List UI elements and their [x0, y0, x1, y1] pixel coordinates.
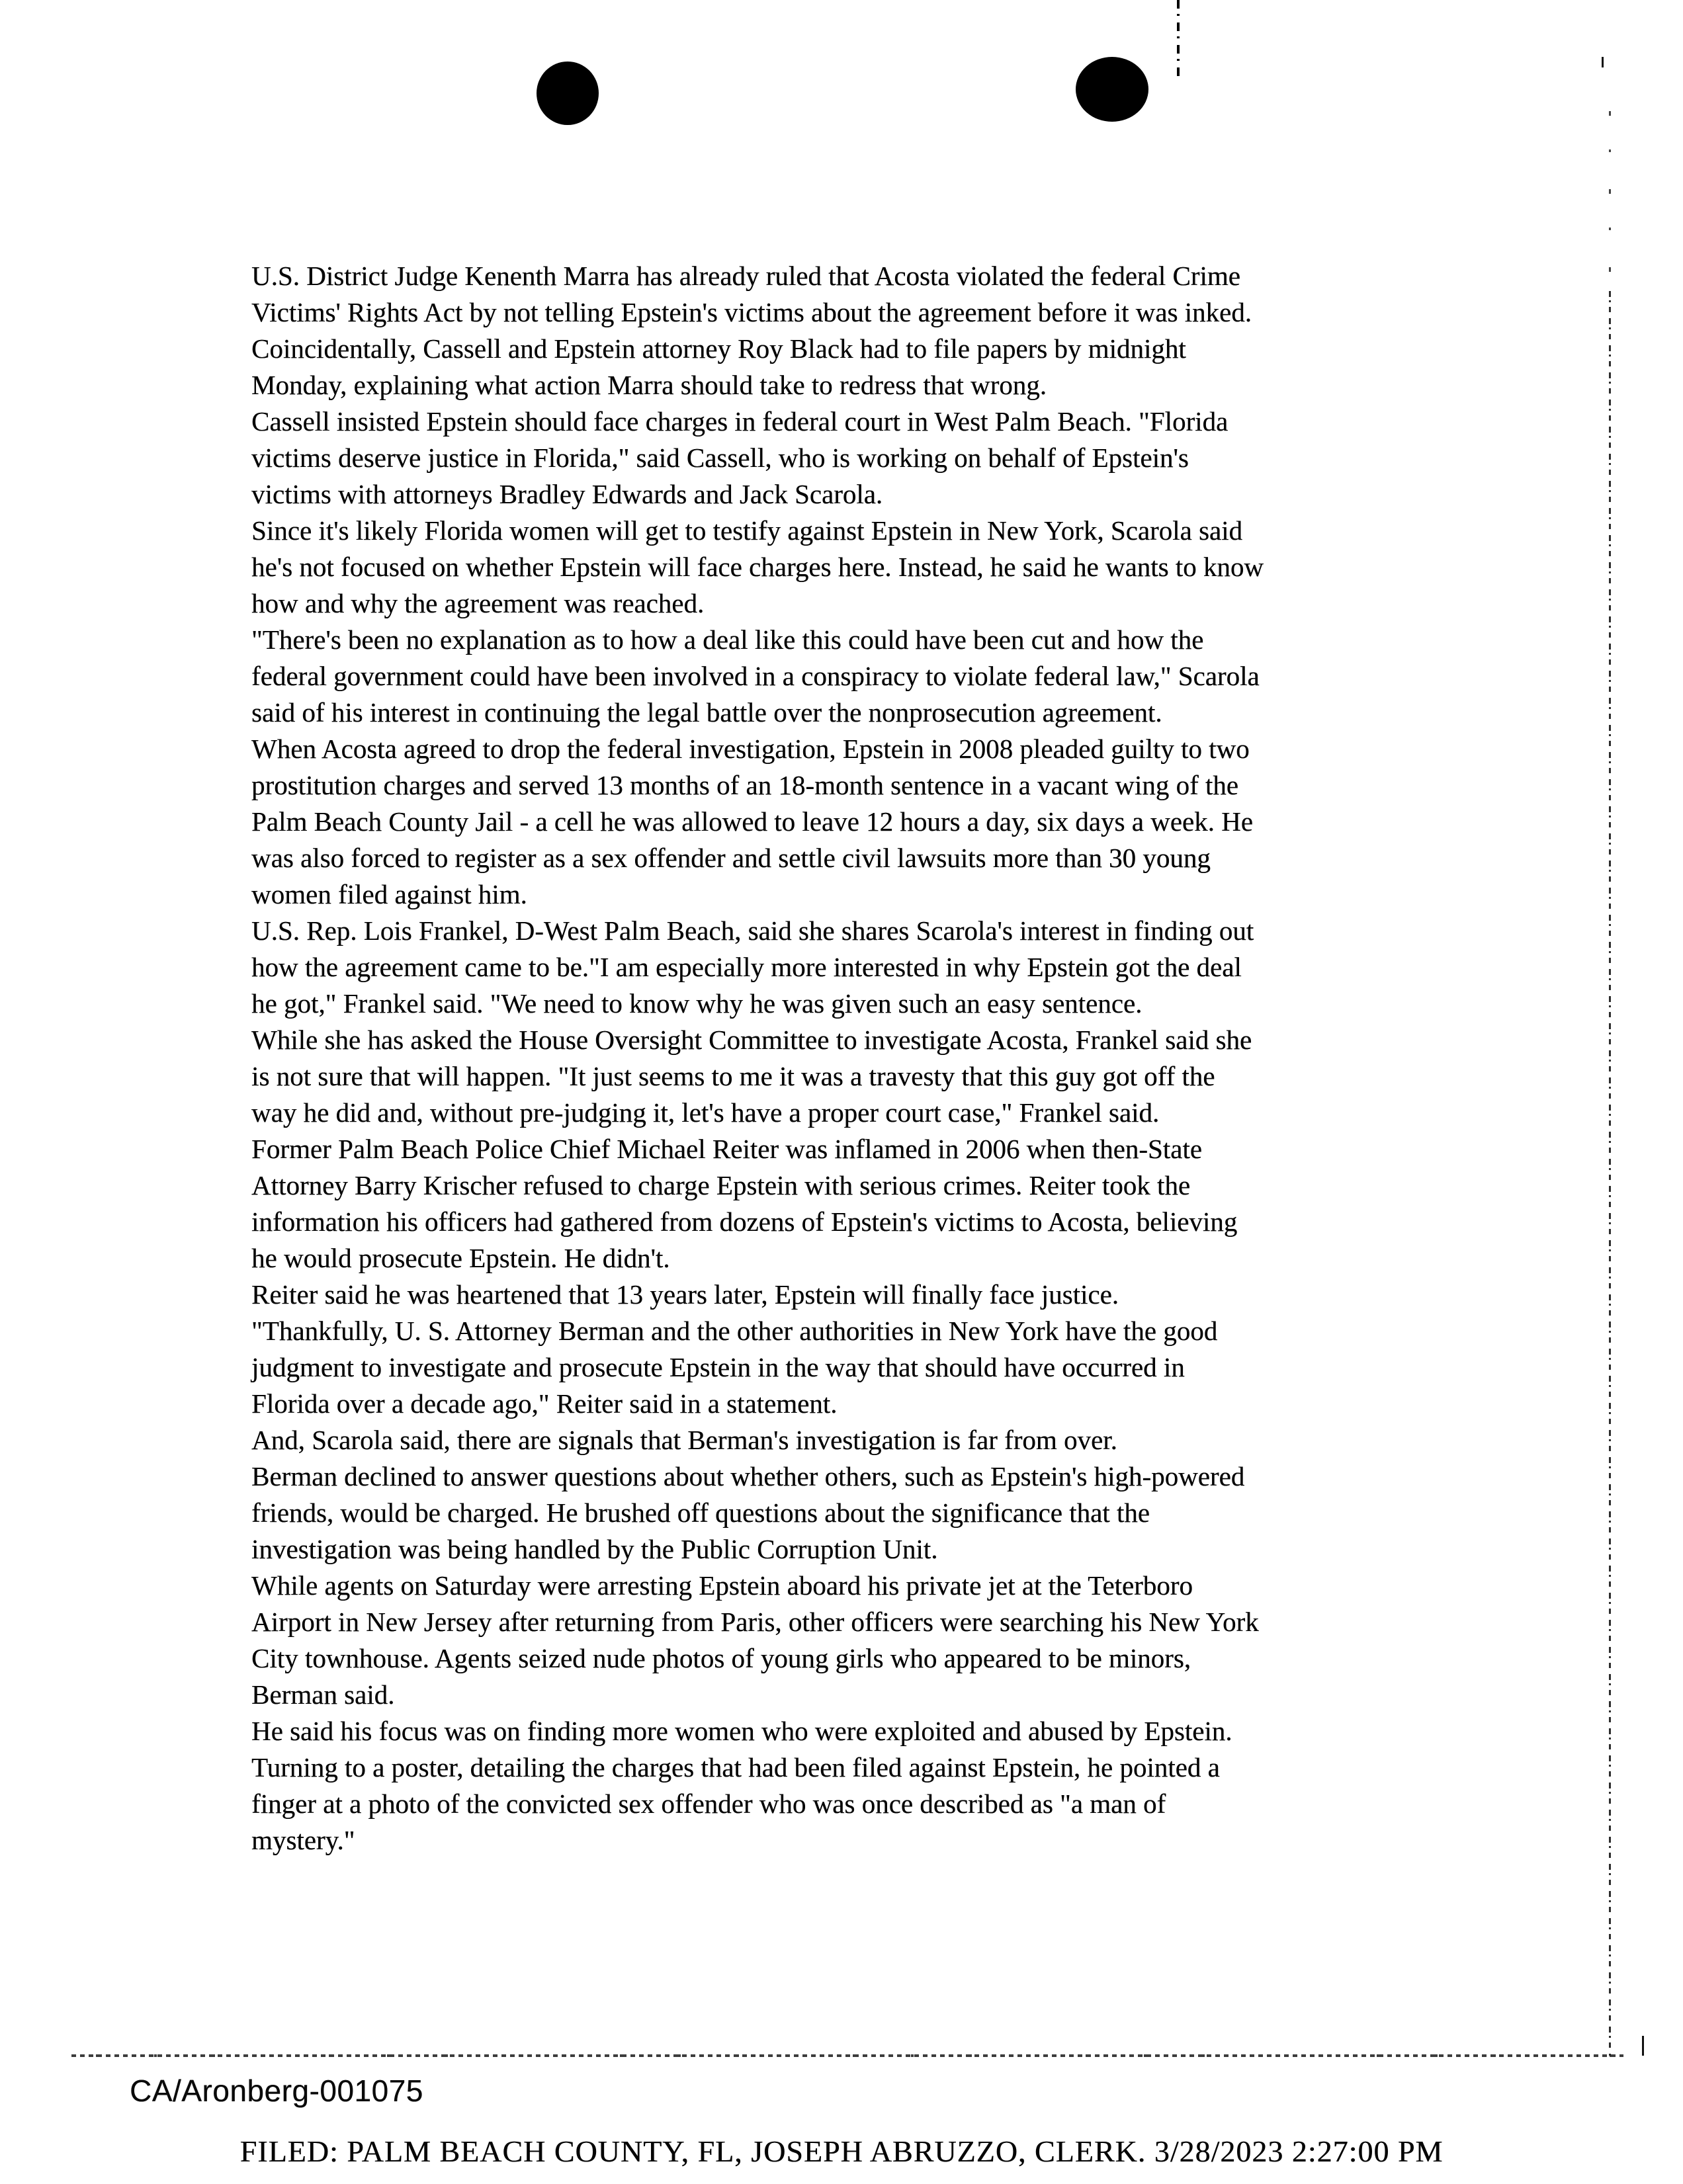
text-line: friends, would be charged. He brushed off questions about the significance that the [251, 1497, 1150, 1528]
text-line: how and why the agreement was reached. [251, 588, 705, 618]
text-line: Victims' Rights Act by not telling Epstein's victims about the agreement before it was inked. [251, 297, 1252, 327]
text-line: federal government could have been involved in a conspiracy to violate federal law," Scarola [251, 661, 1260, 691]
text-line: Turning to a poster, detailing the charges that had been filed against Epstein, he pointed a [251, 1752, 1220, 1783]
bates-number: CA/Aronberg-001075 [130, 2074, 423, 2108]
scan-artifact-vertical-noise-icon [1609, 291, 1611, 2056]
text-line: he got," Frankel said. "We need to know why he was given such an easy sentence. [251, 988, 1143, 1019]
text-line: "There's been no explanation as to how a deal like this could have been cut and how the [251, 624, 1204, 655]
text-line: Palm Beach County Jail - a cell he was allowed to leave 12 hours a day, six days a week. He [251, 806, 1253, 837]
text-line: City townhouse. Agents seized nude photos of young girls who appeared to be minors, [251, 1643, 1191, 1673]
text-line: Monday, explaining what action Marra should take to redress that wrong. [251, 370, 1047, 400]
text-line: And, Scarola said, there are signals that Berman's investigation is far from over. [251, 1425, 1117, 1455]
scan-artifact-vertical-noise-icon [1609, 111, 1611, 291]
text-line: U.S. District Judge Kenenth Marra has already ruled that Acosta violated the federal Crime [251, 261, 1240, 291]
text-line: victims deserve justice in Florida," said Cassell, who is working on behalf of Epstein's [251, 442, 1189, 473]
text-line: information his officers had gathered from dozens of Epstein's victims to Acosta, believing [251, 1206, 1238, 1237]
text-line: Airport in New Jersey after returning from Paris, other officers were searching his New York [251, 1607, 1259, 1637]
text-line: Coincidentally, Cassell and Epstein attorney Roy Black had to file papers by midnight [251, 333, 1186, 364]
text-line: Florida over a decade ago," Reiter said in a statement. [251, 1388, 838, 1419]
text-line: mystery." [251, 1825, 355, 1855]
text-line: victims with attorneys Bradley Edwards and Jack Scarola. [251, 479, 883, 509]
scan-artifact-tick-icon [1602, 57, 1604, 67]
text-line: prostitution charges and served 13 months of an 18-month sentence in a vacant wing of the [251, 770, 1238, 800]
text-line: Reiter said he was heartened that 13 years later, Epstein will finally face justice. [251, 1279, 1119, 1310]
text-line: he would prosecute Epstein. He didn't. [251, 1243, 670, 1273]
text-line: investigation was being handled by the Public Corruption Unit. [251, 1534, 938, 1564]
text-line: While agents on Saturday were arresting Epstein aboard his private jet at the Teterboro [251, 1570, 1193, 1601]
text-line: While she has asked the House Oversight Committee to investigate Acosta, Frankel said she [251, 1025, 1252, 1055]
text-line: Former Palm Beach Police Chief Michael Reiter was inflamed in 2006 when then-State [251, 1134, 1202, 1164]
text-line: U.S. Rep. Lois Frankel, D-West Palm Beach, said she shares Scarola's interest in finding out [251, 915, 1254, 946]
scan-artifact-tick-icon [1642, 2036, 1644, 2056]
hole-punch-dot-icon [1076, 57, 1148, 122]
text-line: Since it's likely Florida women will get to testify against Epstein in New York, Scarola said [251, 515, 1243, 546]
text-line: was also forced to register as a sex offender and settle civil lawsuits more than 30 young [251, 843, 1211, 873]
text-line: Cassell insisted Epstein should face charges in federal court in West Palm Beach. "Florida [251, 406, 1229, 437]
text-line: said of his interest in continuing the legal battle over the nonprosecution agreement. [251, 697, 1162, 728]
text-line: When Acosta agreed to drop the federal investigation, Epstein in 2008 pleaded guilty to two [251, 734, 1250, 764]
hole-punch-dot-icon [537, 62, 599, 125]
text-line: Attorney Barry Krischer refused to charge Epstein with serious crimes. Reiter took the [251, 1170, 1191, 1200]
text-line: women filed against him. [251, 879, 527, 909]
text-line: way he did and, without pre-judging it, let's have a proper court case," Frankel said. [251, 1097, 1160, 1128]
text-line: finger at a photo of the convicted sex offender who was once described as "a man of [251, 1788, 1166, 1819]
text-line: judgment to investigate and prosecute Epstein in the way that should have occurred in [251, 1352, 1185, 1382]
text-line: Berman said. [251, 1679, 395, 1710]
text-line: "Thankfully, U. S. Attorney Berman and the other authorities in New York have the good [251, 1316, 1218, 1346]
text-line: how the agreement came to be."I am especially more interested in why Epstein got the deal [251, 952, 1242, 982]
text-line: Berman declined to answer questions about whether others, such as Epstein's high-powered [251, 1461, 1245, 1491]
text-line: He said his focus was on finding more women who were exploited and abused by Epstein. [251, 1716, 1232, 1746]
scan-artifact-dashed-line-icon [1177, 0, 1180, 77]
filed-stamp: FILED: PALM BEACH COUNTY, FL, JOSEPH ABRUZZO, CLERK. 3/28/2023 2:27:00 PM [239, 2134, 1444, 2168]
article-body [251, 258, 1264, 1859]
text-line: he's not focused on whether Epstein will face charges here. Instead, he said he wants to know [251, 552, 1264, 582]
scan-artifact-dotted-rule-icon [71, 2054, 1623, 2057]
text-line: is not sure that will happen. "It just seems to me it was a travesty that this guy got off the [251, 1061, 1215, 1091]
